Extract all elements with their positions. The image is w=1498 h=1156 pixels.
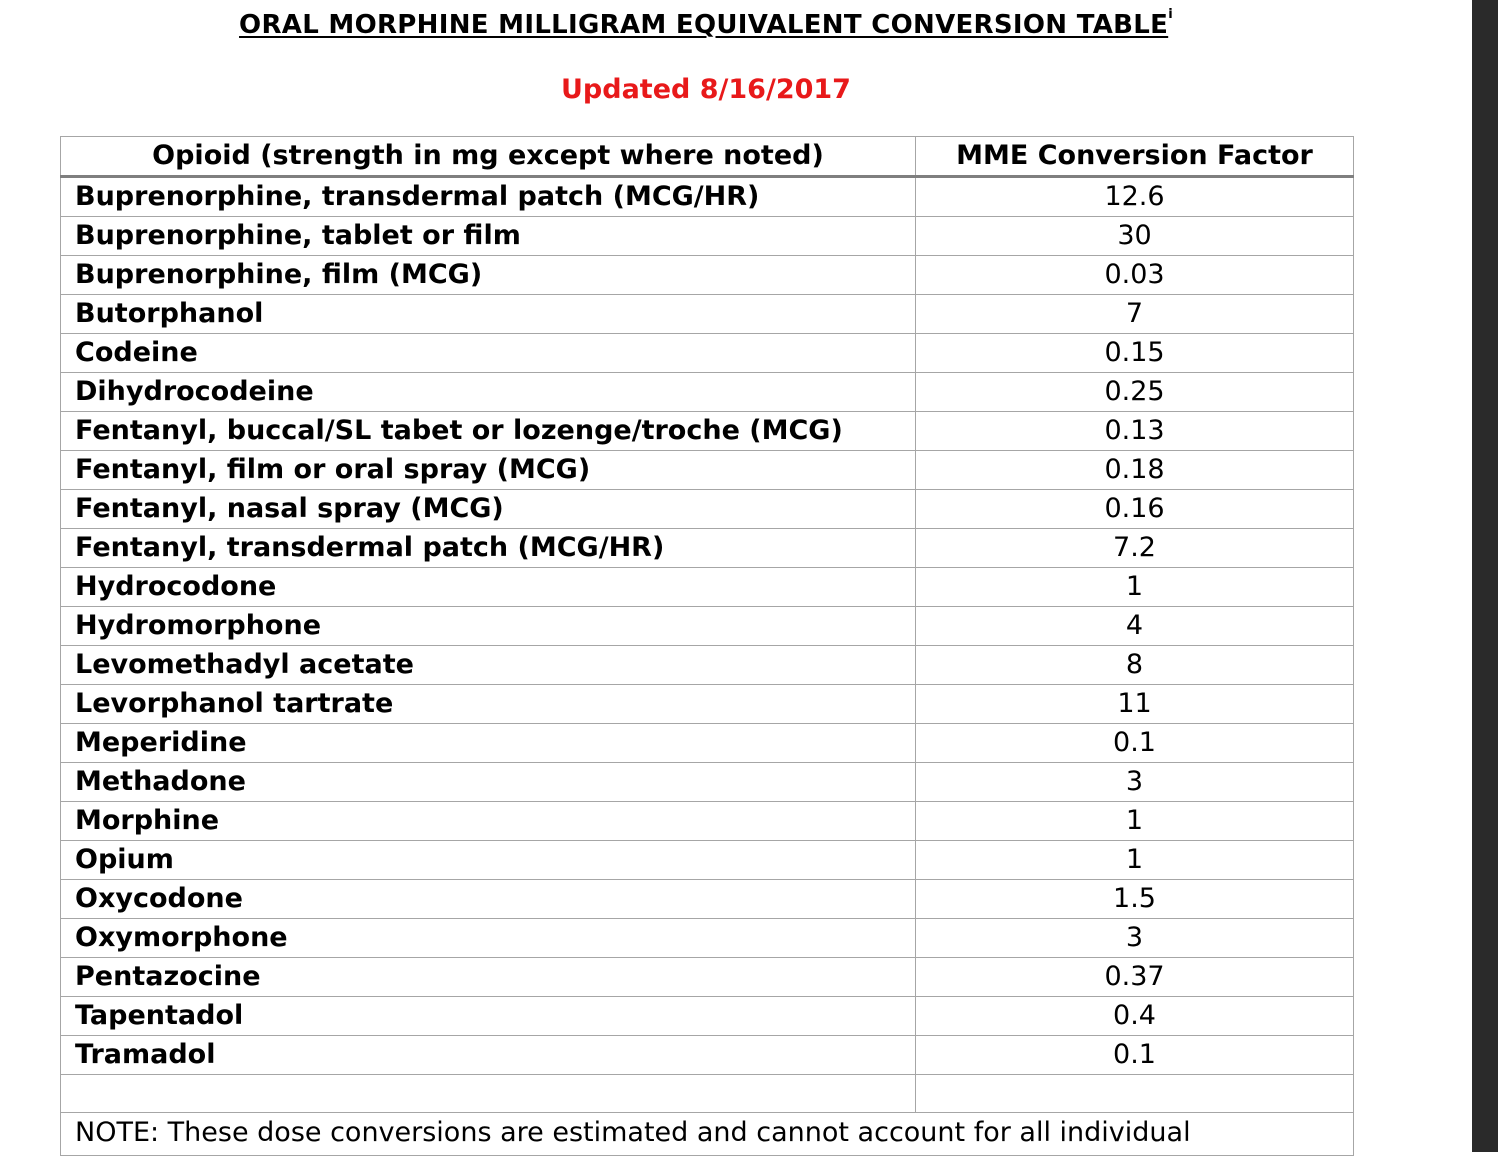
note-row: [61, 1113, 1354, 1156]
factor-cell: 0.4: [916, 997, 1354, 1036]
blank-cell: [61, 1075, 916, 1113]
title-text: ORAL MORPHINE MILLIGRAM EQUIVALENT CONVERSION TABLE: [239, 10, 1169, 40]
table-row: [61, 919, 1354, 958]
opioid-cell: Methadone: [61, 763, 916, 802]
header-factor: MME Conversion Factor: [916, 137, 1354, 177]
window-edge: [1472, 0, 1498, 1152]
factor-cell: 8: [916, 646, 1354, 685]
table-row: [61, 724, 1354, 763]
table-row: [61, 295, 1354, 334]
document-title: [60, 8, 1352, 42]
factor-cell: 4: [916, 607, 1354, 646]
table-row: [61, 451, 1354, 490]
table-row: [61, 763, 1354, 802]
factor-cell: 11: [916, 685, 1354, 724]
table-row: [61, 607, 1354, 646]
factor-cell: 3: [916, 763, 1354, 802]
table-row: [61, 646, 1354, 685]
table-row: [61, 568, 1354, 607]
blank-cell: [916, 1075, 1354, 1113]
factor-cell: 7.2: [916, 529, 1354, 568]
opioid-cell: Tramadol: [61, 1036, 916, 1075]
opioid-cell: Dihydrocodeine: [61, 373, 916, 412]
opioid-cell: Fentanyl, transdermal patch (MCG/HR): [61, 529, 916, 568]
opioid-cell: Fentanyl, buccal/SL tabet or lozenge/troche (MCG): [61, 412, 916, 451]
table-row: [61, 958, 1354, 997]
factor-cell: 3: [916, 919, 1354, 958]
table-row: [61, 685, 1354, 724]
table-row: [61, 880, 1354, 919]
factor-cell: 12.6: [916, 177, 1354, 217]
table-row: [61, 412, 1354, 451]
factor-cell: 1: [916, 841, 1354, 880]
table-row: [61, 997, 1354, 1036]
opioid-cell: Levomethadyl acetate: [61, 646, 916, 685]
title-footnote-marker[interactable]: i: [1168, 7, 1173, 22]
conversion-table: [60, 136, 1354, 1156]
opioid-cell: Oxymorphone: [61, 919, 916, 958]
factor-cell: 1: [916, 802, 1354, 841]
opioid-cell: Oxycodone: [61, 880, 916, 919]
factor-cell: 1: [916, 568, 1354, 607]
opioid-cell: Buprenorphine, transdermal patch (MCG/HR): [61, 177, 916, 217]
table-row: [61, 841, 1354, 880]
opioid-cell: Levorphanol tartrate: [61, 685, 916, 724]
table-body: [61, 177, 1354, 1156]
table-row: [61, 1036, 1354, 1075]
factor-cell: 0.37: [916, 958, 1354, 997]
note-cell: NOTE: These dose conversions are estimated and cannot account for all individual: [61, 1113, 1354, 1156]
factor-cell: 0.16: [916, 490, 1354, 529]
factor-cell: 0.1: [916, 724, 1354, 763]
factor-cell: 0.13: [916, 412, 1354, 451]
opioid-cell: Codeine: [61, 334, 916, 373]
factor-cell: 30: [916, 217, 1354, 256]
table-row: [61, 373, 1354, 412]
updated-date: Updated 8/16/2017: [561, 74, 851, 105]
header-opioid: Opioid (strength in mg except where noted): [61, 137, 916, 177]
opioid-cell: Morphine: [61, 802, 916, 841]
opioid-cell: Tapentadol: [61, 997, 916, 1036]
opioid-cell: Buprenorphine, film (MCG): [61, 256, 916, 295]
table-header-row: [61, 137, 1354, 177]
table-row: [61, 529, 1354, 568]
factor-cell: 0.25: [916, 373, 1354, 412]
opioid-cell: Hydromorphone: [61, 607, 916, 646]
opioid-cell: Pentazocine: [61, 958, 916, 997]
factor-cell: 1.5: [916, 880, 1354, 919]
factor-cell: 7: [916, 295, 1354, 334]
opioid-cell: Meperidine: [61, 724, 916, 763]
table-row: [61, 490, 1354, 529]
table-row: [61, 217, 1354, 256]
opioid-cell: Buprenorphine, tablet or film: [61, 217, 916, 256]
factor-cell: 0.1: [916, 1036, 1354, 1075]
table-row: [61, 256, 1354, 295]
table-row: [61, 802, 1354, 841]
table-row: [61, 334, 1354, 373]
factor-cell: 0.03: [916, 256, 1354, 295]
table-row: [61, 177, 1354, 217]
opioid-cell: Fentanyl, nasal spray (MCG): [61, 490, 916, 529]
factor-cell: 0.15: [916, 334, 1354, 373]
opioid-cell: Butorphanol: [61, 295, 916, 334]
opioid-cell: Hydrocodone: [61, 568, 916, 607]
opioid-cell: Fentanyl, film or oral spray (MCG): [61, 451, 916, 490]
blank-row: [61, 1075, 1354, 1113]
opioid-cell: Opium: [61, 841, 916, 880]
factor-cell: 0.18: [916, 451, 1354, 490]
